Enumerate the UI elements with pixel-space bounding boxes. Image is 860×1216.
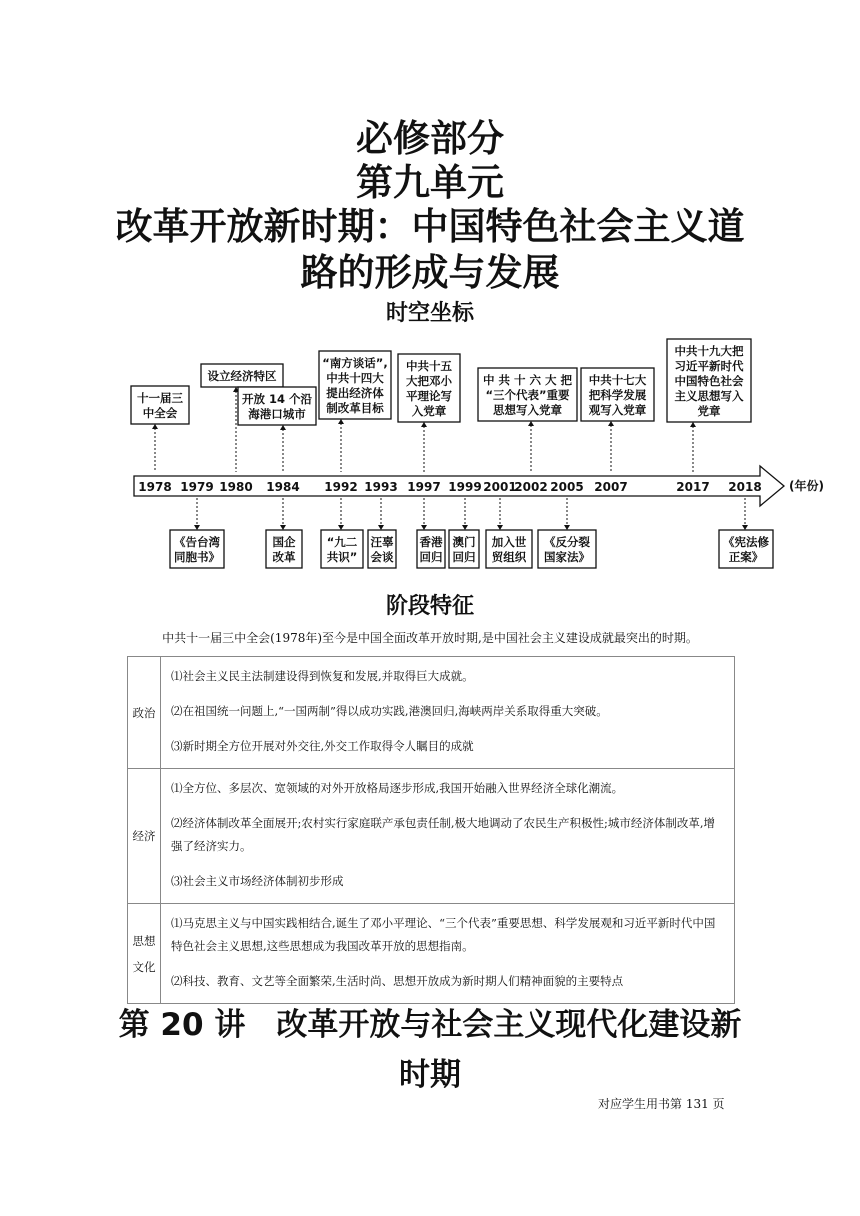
table-row xyxy=(128,657,735,769)
event-text: 《宪法修 xyxy=(723,535,769,549)
event-text: 澳门 xyxy=(452,535,476,549)
event-text: 大把邓小 xyxy=(406,374,452,388)
year-label: 1999 xyxy=(448,480,482,494)
content-cell xyxy=(161,904,735,1004)
lesson-title-line2: 时期 xyxy=(399,1057,461,1093)
event-text: “九二 xyxy=(326,535,358,549)
year-label: 2002 xyxy=(514,480,548,494)
event-text: 中共十九大把 xyxy=(674,344,744,358)
event-box-above xyxy=(238,387,316,425)
feature-item: ⑴马克思主义与中国实践相结合,诞生了邓小平理论、“三个代表”重要思想、科学发展观和习近平新时代中国特色社会主义思想,这些思想成为我国改革开放的思想指南。 xyxy=(171,916,716,953)
event-text: 中共十五 xyxy=(406,359,452,373)
event-text: 中全会 xyxy=(142,406,178,420)
arrow-head xyxy=(497,525,503,530)
event-box-below xyxy=(266,530,302,568)
year-label: 2007 xyxy=(594,480,628,494)
event-text: 贸组织 xyxy=(491,550,527,564)
event-box-below xyxy=(486,530,532,568)
event-text: 十一届三 xyxy=(137,391,183,405)
feature-item: ⑵科技、教育、文艺等全面繁荣,生活时尚、思想开放成为新时期人们精神面貌的主要特点 xyxy=(171,974,624,988)
features-table xyxy=(127,656,735,1004)
arrow-head xyxy=(608,421,614,426)
timeline-heading: 时空坐标 xyxy=(385,301,474,326)
event-text: 中共十四大 xyxy=(326,371,384,385)
category-cell: 政治 xyxy=(128,657,161,769)
feature-item: ⑵经济体制改革全面展开;农村实行家庭联产承包责任制,极大地调动了农民生产积极性;城市经济体制改革,增强了经济实力。 xyxy=(171,816,716,853)
event-text: 回归 xyxy=(419,550,443,564)
event-text: 海港口城市 xyxy=(248,407,306,421)
event-box-above xyxy=(478,368,577,421)
event-text: 国企 xyxy=(272,535,296,549)
content-cell xyxy=(161,657,735,769)
feature-item: ⑶社会主义市场经济体制初步形成 xyxy=(171,874,344,888)
event-box-above xyxy=(319,351,391,419)
content-cell xyxy=(161,769,735,904)
event-text: “南方谈话”, xyxy=(322,356,388,370)
event-text: 正案》 xyxy=(728,550,764,564)
arrow-head xyxy=(462,525,468,530)
category-cell: 思想文化 xyxy=(128,904,161,1004)
event-box-above xyxy=(581,368,654,421)
event-box-below xyxy=(368,530,396,568)
event-box-above xyxy=(201,364,283,387)
arrow-head xyxy=(280,425,286,430)
event-box-below xyxy=(538,530,596,568)
event-text: 《告台湾 xyxy=(174,535,220,549)
event-text: 提出经济体 xyxy=(326,386,384,400)
lesson-title-line1: 第 20 讲 改革开放与社会主义现代化建设新 xyxy=(118,1007,742,1043)
arrow-head xyxy=(742,525,748,530)
arrow-head xyxy=(194,525,200,530)
event-text: 香港 xyxy=(419,535,443,549)
event-text: 国家法》 xyxy=(544,550,590,564)
event-text: 加入世 xyxy=(491,535,527,549)
event-text: 中共十七大 xyxy=(588,373,647,387)
arrow-head xyxy=(421,525,427,530)
event-text: 开放 14 个沿 xyxy=(241,392,313,406)
axis-unit-label: (年份) xyxy=(789,479,824,493)
feature-item: ⑶新时期全方位开展对外交往,外交工作取得令人瞩目的成就 xyxy=(171,739,474,753)
category-cell: 经济 xyxy=(128,769,161,904)
feature-item: ⑴社会主义民主法制建设得到恢复和发展,并取得巨大成就。 xyxy=(171,669,474,683)
table-row xyxy=(128,904,735,1004)
year-label: 2005 xyxy=(550,480,584,494)
event-text: 把科学发展 xyxy=(588,388,647,402)
lesson-title xyxy=(0,1002,860,1098)
event-text: 平理论写 xyxy=(406,389,452,403)
feature-item: ⑴全方位、多层次、宽领域的对外开放格局逐步形成,我国开始融入世界经济全球化潮流。 xyxy=(171,781,624,795)
year-label: 1980 xyxy=(219,480,253,494)
event-box-below xyxy=(449,530,479,568)
unit-title: 第九单元 xyxy=(356,161,504,204)
event-text: 设立经济特区 xyxy=(207,369,277,383)
event-text: 中国特色社会 xyxy=(674,374,744,388)
section-title: 必修部分 xyxy=(356,117,504,160)
event-text: 主义思想写入 xyxy=(674,389,744,403)
arrow-head xyxy=(528,421,534,426)
event-text: 入党章 xyxy=(411,404,447,418)
features-heading: 阶段特征 xyxy=(385,594,474,619)
event-box-below xyxy=(417,530,445,568)
event-text: 会谈 xyxy=(370,550,394,564)
year-label: 2018 xyxy=(728,480,762,494)
year-label: 2017 xyxy=(676,480,710,494)
year-label: 2001 xyxy=(483,480,517,494)
event-text: 《反分裂 xyxy=(544,535,590,549)
arrow-head xyxy=(421,422,427,427)
arrow-head xyxy=(152,424,158,429)
event-box-above xyxy=(131,386,189,424)
event-text: “三个代表”重要 xyxy=(485,388,570,402)
arrow-head xyxy=(378,525,384,530)
event-text: 改革 xyxy=(272,550,296,564)
timeline-diagram xyxy=(0,330,860,576)
event-box-below xyxy=(170,530,224,568)
event-text: 同胞书》 xyxy=(174,550,220,564)
arrow-head xyxy=(690,422,696,427)
year-label: 1997 xyxy=(407,480,441,494)
event-text: 观写入党章 xyxy=(588,403,647,417)
event-text: 思想写入党章 xyxy=(493,403,562,417)
table-row xyxy=(128,769,735,904)
arrow-head xyxy=(338,419,344,424)
event-text: 习近平新时代 xyxy=(674,359,744,373)
event-text: 中 共 十 六 大 把 xyxy=(482,373,573,387)
arrow-head xyxy=(280,525,286,530)
year-label: 1992 xyxy=(324,480,358,494)
event-box-above xyxy=(398,354,460,422)
arrow-head xyxy=(338,525,344,530)
event-text: 制改革目标 xyxy=(326,401,384,415)
event-text: 共识” xyxy=(326,550,358,564)
unit-subtitle-line1: 改革开放新时期：中国特色社会主义道 xyxy=(115,205,745,248)
page-reference: 对应学生用书第 131 页 xyxy=(598,1097,725,1111)
event-text: 汪辜 xyxy=(370,535,394,549)
event-box-below xyxy=(719,530,773,568)
arrow-head xyxy=(564,525,570,530)
year-label: 1993 xyxy=(364,480,398,494)
features-intro: 中共十一届三中全会(1978年)至今是中国全面改革开放时期,是中国社会主义建设成就最突出的时期。 xyxy=(162,631,698,645)
year-label: 1978 xyxy=(138,480,172,494)
feature-item: ⑵在祖国统一问题上,“一国两制”得以成功实践,港澳回归,海峡两岸关系取得重大突破。 xyxy=(171,704,608,718)
year-label: 1984 xyxy=(266,480,300,494)
event-text: 党章 xyxy=(697,404,721,418)
event-box-above xyxy=(667,339,751,422)
event-text: 回归 xyxy=(452,550,476,564)
year-label: 1979 xyxy=(180,480,214,494)
event-box-below xyxy=(321,530,363,568)
unit-subtitle-line2: 路的形成与发展 xyxy=(300,251,560,294)
